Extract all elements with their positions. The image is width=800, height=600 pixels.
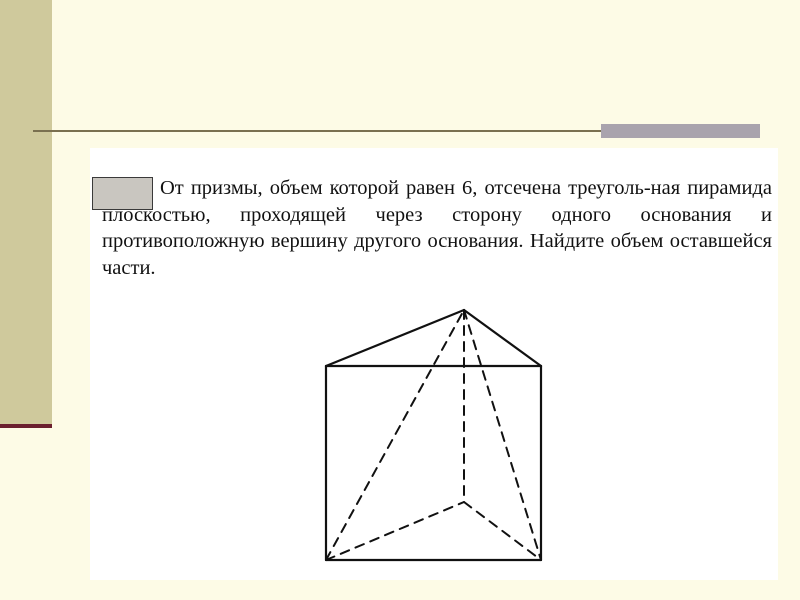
header-rule-line: [33, 130, 601, 132]
pyramid-edge-right: [464, 310, 541, 560]
pyramid-edge-left: [326, 310, 464, 560]
problem-text: От призмы, объем которой равен 6, отсечена треуголь-ная пирамида плоскостью, проходящей через сторону одного основания и противоположную вершину другого основания. Найдите объем оставшейся части.: [102, 177, 772, 279]
header-rule-block: [601, 124, 760, 138]
hidden-bottom-right-edge: [464, 502, 541, 560]
top-edge-right: [464, 310, 541, 366]
side-decor-accent-line: [0, 424, 52, 428]
top-edge-left: [326, 310, 464, 366]
problem-panel: [90, 148, 778, 580]
side-decor-bar: [0, 0, 52, 425]
hidden-bottom-left-edge: [326, 502, 464, 560]
prism-figure: [90, 148, 778, 580]
